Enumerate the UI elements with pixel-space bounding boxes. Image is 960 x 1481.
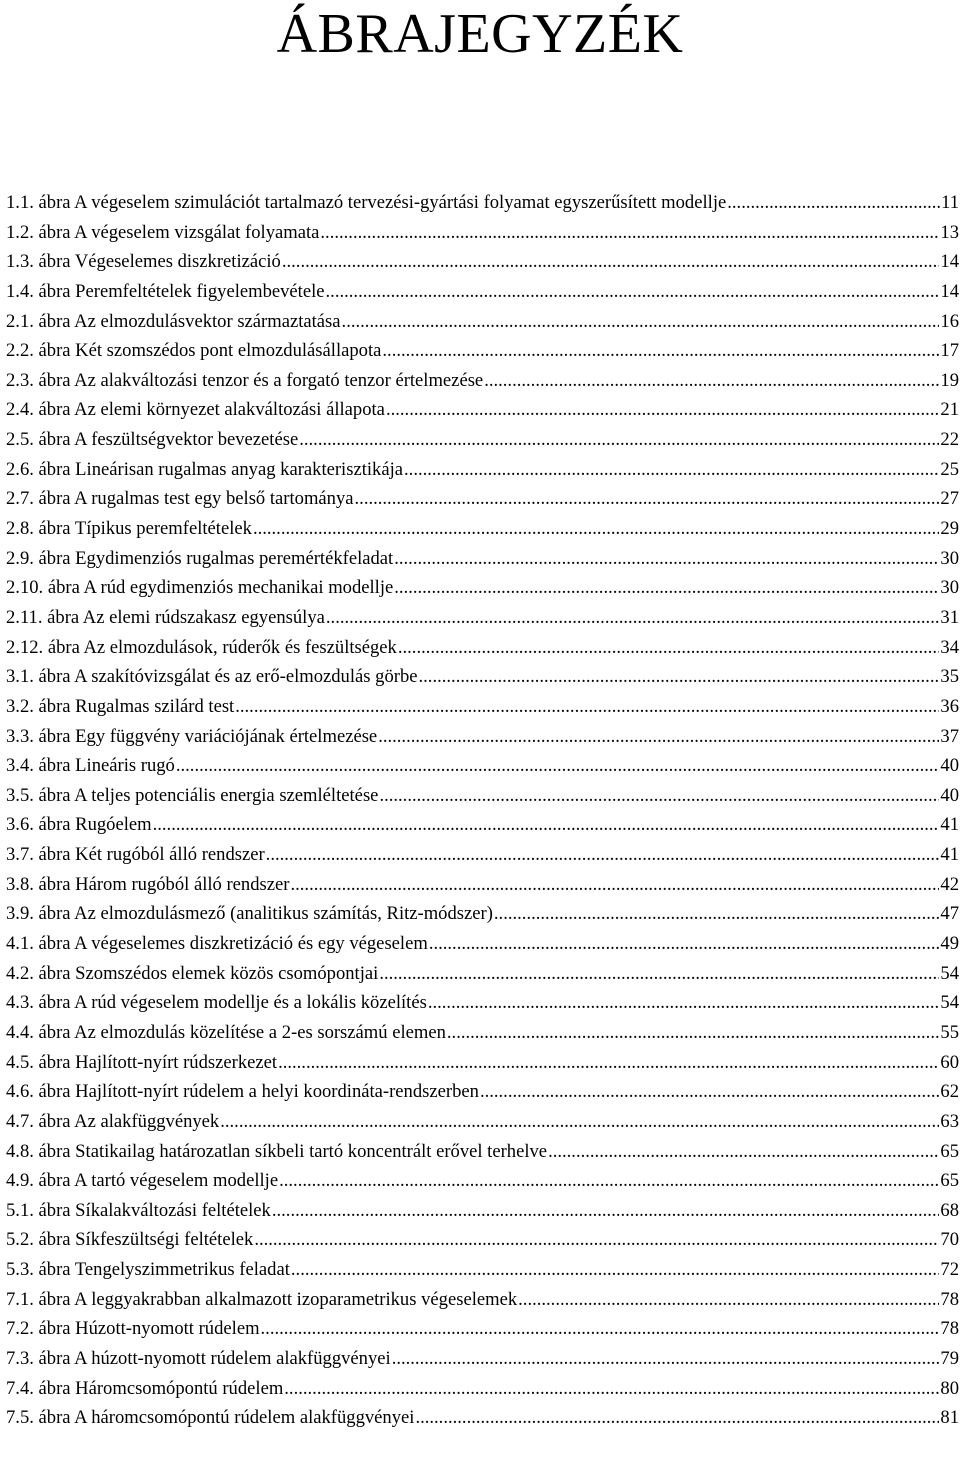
dot-leader <box>404 455 939 485</box>
dot-leader <box>419 662 940 692</box>
toc-entry <box>6 425 959 455</box>
toc-entry <box>6 1018 959 1048</box>
toc-entry <box>6 1255 959 1285</box>
toc-entry-page-number: 11 <box>941 192 959 213</box>
toc-entry-page-number: 35 <box>940 666 959 688</box>
toc-entry <box>6 395 959 425</box>
toc-entry <box>6 959 959 989</box>
toc-entry <box>6 781 959 811</box>
dot-leader <box>299 425 939 455</box>
toc-entry-label: 2.9. ábra Egydimenziós rugalmas peremértékfeladat <box>6 547 394 569</box>
dot-leader <box>379 959 939 989</box>
toc-entry <box>6 514 959 544</box>
toc-entry-label: 7.5. ábra A háromcsomópontú rúdelem alakfüggvényei <box>6 1407 415 1429</box>
toc-entry-page-number: 55 <box>940 1021 959 1043</box>
toc-entry-page-number: 14 <box>940 251 959 273</box>
toc-entry-label: 1.3. ábra Végeselemes diszkretizáció <box>6 251 281 273</box>
dot-leader <box>518 1285 939 1315</box>
toc-entry <box>6 366 959 396</box>
dot-leader <box>394 573 939 603</box>
toc-entry-label: 2.6. ábra Lineárisan rugalmas anyag karakterisztikája <box>6 458 404 480</box>
dot-leader <box>727 188 940 218</box>
dot-leader <box>386 395 939 425</box>
toc-entry-label: 3.6. ábra Rugóelem <box>6 814 152 836</box>
toc-entry <box>6 662 959 692</box>
toc-entry <box>6 633 959 663</box>
toc-entry-page-number: 17 <box>940 340 959 362</box>
dot-leader <box>382 336 939 366</box>
toc-entry-page-number: 78 <box>940 1288 959 1310</box>
toc-entry-label: 4.3. ábra A rúd végeselem modellje és a lokális közelítés <box>6 992 427 1014</box>
dot-leader <box>398 633 940 663</box>
toc-entry-page-number: 81 <box>940 1407 959 1429</box>
toc-entry-page-number: 40 <box>940 784 959 806</box>
toc-entry-page-number: 49 <box>940 933 959 955</box>
dot-leader <box>320 218 939 248</box>
dot-leader <box>548 1137 939 1167</box>
toc-entry-page-number: 22 <box>940 429 959 451</box>
dot-leader <box>278 1048 939 1078</box>
toc-entry-page-number: 47 <box>940 903 959 925</box>
dot-leader <box>326 277 940 307</box>
toc-entry <box>6 307 959 337</box>
toc-entry-label: 2.2. ábra Két szomszédos pont elmozdulásállapota <box>6 340 382 362</box>
toc-entry-page-number: 79 <box>940 1347 959 1369</box>
toc-entry-page-number: 30 <box>940 547 959 569</box>
dot-leader <box>176 751 940 781</box>
toc-entry-label: 2.10. ábra A rúd egydimenziós mechanikai modellje <box>6 577 394 599</box>
toc-entry-label: 5.1. ábra Síkalakváltozási feltételek <box>6 1199 271 1221</box>
toc-entry <box>6 544 959 574</box>
toc-entry <box>6 247 959 277</box>
toc-entry-label: 2.3. ábra Az alakváltozási tenzor és a forgató tenzor értelmezése <box>6 369 484 391</box>
toc-entry-page-number: 70 <box>940 1229 959 1251</box>
toc-entry <box>6 1166 959 1196</box>
toc-entry <box>6 810 959 840</box>
toc-entry <box>6 722 959 752</box>
toc-entry-label: 4.4. ábra Az elmozdulás közelítése a 2-es sorszámú elemen <box>6 1021 446 1043</box>
toc-entry <box>6 1137 959 1167</box>
toc-entry-page-number: 54 <box>940 962 959 984</box>
toc-entry-page-number: 65 <box>940 1140 959 1162</box>
toc-entry-label: 5.3. ábra Tengelyszimmetrikus feladat <box>6 1259 290 1281</box>
page-title: ÁBRAJEGYZÉK <box>276 3 684 65</box>
dot-leader <box>394 544 939 574</box>
toc-entry <box>6 1048 959 1078</box>
toc-entry-page-number: 60 <box>940 1051 959 1073</box>
toc-entry <box>6 1107 959 1137</box>
toc-entry-label: 1.1. ábra A végeselem szimulációt tartalmazó tervezési-gyártási folyamat egyszerűsített modellje <box>6 192 727 213</box>
toc-entry-label: 2.4. ábra Az elemi környezet alakváltozási állapota <box>6 399 385 421</box>
toc-entry-label: 3.8. ábra Három rugóból álló rendszer <box>6 873 290 895</box>
dot-leader <box>272 1196 940 1226</box>
dot-leader <box>379 781 939 811</box>
toc-entry-page-number: 31 <box>940 606 959 628</box>
toc-entry-label: 3.7. ábra Két rugóból álló rendszer <box>6 844 265 866</box>
toc-entry <box>6 1196 959 1226</box>
toc-entry-label: 7.2. ábra Húzott-nyomott rúdelem <box>6 1318 260 1340</box>
dot-leader <box>254 1225 939 1255</box>
toc-entry-page-number: 25 <box>940 458 959 480</box>
toc-entry <box>6 1225 959 1255</box>
toc-entry-page-number: 27 <box>940 488 959 510</box>
toc-entry-page-number: 80 <box>940 1377 959 1399</box>
dot-leader <box>429 929 940 959</box>
toc-entry-label: 3.4. ábra Lineáris rugó <box>6 755 175 777</box>
toc-entry-page-number: 13 <box>940 221 959 243</box>
toc-entry <box>6 218 959 248</box>
dot-leader <box>447 1018 940 1048</box>
toc-entry-label: 3.2. ábra Rugalmas szilárd test <box>6 695 235 717</box>
toc-entry-label: 1.2. ábra A végeselem vizsgálat folyamata <box>6 221 320 243</box>
dot-leader <box>342 307 940 337</box>
dot-leader <box>253 514 939 544</box>
toc-entry <box>6 1285 959 1315</box>
toc-entry <box>6 1374 959 1404</box>
dot-leader <box>279 1166 939 1196</box>
toc-entry-page-number: 63 <box>940 1110 959 1132</box>
dot-leader <box>261 1314 940 1344</box>
toc-entry <box>6 1344 959 1374</box>
dot-leader <box>282 247 940 277</box>
list-of-figures <box>6 188 959 1433</box>
toc-entry-page-number: 16 <box>940 310 959 332</box>
toc-entry-label: 3.3. ábra Egy függvény variációjának értelmezése <box>6 725 378 747</box>
toc-entry-label: 3.1. ábra A szakítóvizsgálat és az erő-elmozdulás görbe <box>6 666 418 688</box>
dot-leader <box>235 692 939 722</box>
toc-entry-label: 2.1. ábra Az elmozdulásvektor származtatása <box>6 310 341 332</box>
toc-entry-label: 2.5. ábra A feszültségvektor bevezetése <box>6 429 299 451</box>
toc-entry-page-number: 37 <box>940 725 959 747</box>
toc-entry <box>6 573 959 603</box>
dot-leader <box>480 1077 939 1107</box>
toc-entry-label: 4.2. ábra Szomszédos elemek közös csomópontjai <box>6 962 379 984</box>
toc-entry <box>6 840 959 870</box>
toc-entry-page-number: 36 <box>940 695 959 717</box>
dot-leader <box>220 1107 939 1137</box>
toc-entry-label: 7.3. ábra A húzott-nyomott rúdelem alakfüggvényei <box>6 1347 391 1369</box>
toc-entry <box>6 455 959 485</box>
toc-entry <box>6 277 959 307</box>
toc-entry-label: 2.11. ábra Az elemi rúdszakasz egyensúlya <box>6 606 325 628</box>
toc-entry-page-number: 19 <box>940 369 959 391</box>
toc-entry-page-number: 68 <box>940 1199 959 1221</box>
toc-entry <box>6 603 959 633</box>
dot-leader <box>326 603 940 633</box>
toc-entry-page-number: 62 <box>940 1081 959 1103</box>
dot-leader <box>266 840 940 870</box>
toc-entry-page-number: 40 <box>940 755 959 777</box>
toc-entry-page-number: 42 <box>940 873 959 895</box>
toc-entry-label: 7.4. ábra Háromcsomópontú rúdelem <box>6 1377 284 1399</box>
toc-entry-label: 1.4. ábra Peremfeltételek figyelembevétele <box>6 280 325 302</box>
toc-entry-label: 4.7. ábra Az alakfüggvények <box>6 1110 220 1132</box>
toc-entry-label: 7.1. ábra A leggyakrabban alkalmazott izoparametrikus végeselemek <box>6 1288 518 1310</box>
toc-entry-page-number: 41 <box>940 814 959 836</box>
dot-leader <box>291 1255 940 1285</box>
toc-entry <box>6 188 959 218</box>
toc-entry-page-number: 14 <box>940 280 959 302</box>
toc-entry-label: 4.6. ábra Hajlított-nyírt rúdelem a helyi koordináta-rendszerben <box>6 1081 479 1103</box>
dot-leader <box>428 988 940 1018</box>
dot-leader <box>484 366 939 396</box>
toc-entry-label: 2.8. ábra Típikus peremfeltételek <box>6 518 252 540</box>
toc-entry-label: 4.8. ábra Statikailag határozatlan síkbeli tartó koncentrált erővel terhelve <box>6 1140 548 1162</box>
dot-leader <box>415 1403 939 1433</box>
toc-entry <box>6 899 959 929</box>
toc-entry-label: 4.1. ábra A végeselemes diszkretizáció és egy végeselem <box>6 933 428 955</box>
dot-leader <box>494 899 940 929</box>
toc-entry-page-number: 29 <box>940 518 959 540</box>
toc-entry-page-number: 30 <box>940 577 959 599</box>
toc-entry-label: 5.2. ábra Síkfeszültségi feltételek <box>6 1229 254 1251</box>
toc-entry <box>6 336 959 366</box>
toc-entry <box>6 751 959 781</box>
dot-leader <box>392 1344 940 1374</box>
toc-entry-page-number: 72 <box>940 1259 959 1281</box>
toc-entry <box>6 692 959 722</box>
dot-leader <box>284 1374 939 1404</box>
toc-entry <box>6 929 959 959</box>
dot-leader <box>290 870 939 900</box>
toc-entry <box>6 870 959 900</box>
dot-leader <box>355 484 940 514</box>
toc-entry <box>6 484 959 514</box>
toc-entry-page-number: 54 <box>940 992 959 1014</box>
toc-entry-page-number: 41 <box>940 844 959 866</box>
toc-entry <box>6 988 959 1018</box>
toc-entry-label: 3.9. ábra Az elmozdulásmező (analitikus számítás, Ritz-módszer) <box>6 903 493 925</box>
toc-entry-label: 4.9. ábra A tartó végeselem modellje <box>6 1170 279 1192</box>
toc-entry <box>6 1077 959 1107</box>
dot-leader <box>378 722 939 752</box>
toc-entry-page-number: 21 <box>940 399 959 421</box>
toc-entry <box>6 1403 959 1433</box>
toc-entry-page-number: 65 <box>940 1170 959 1192</box>
toc-entry-label: 2.7. ábra A rugalmas test egy belső tartománya <box>6 488 354 510</box>
toc-entry-label: 3.5. ábra A teljes potenciális energia szemléltetése <box>6 784 379 806</box>
toc-entry <box>6 1314 959 1344</box>
toc-entry-label: 4.5. ábra Hajlított-nyírt rúdszerkezet <box>6 1051 278 1073</box>
toc-entry-page-number: 34 <box>940 636 959 658</box>
dot-leader <box>153 810 940 840</box>
toc-entry-label: 2.12. ábra Az elmozdulások, rúderők és feszültségek <box>6 636 397 658</box>
toc-entry-page-number: 78 <box>940 1318 959 1340</box>
